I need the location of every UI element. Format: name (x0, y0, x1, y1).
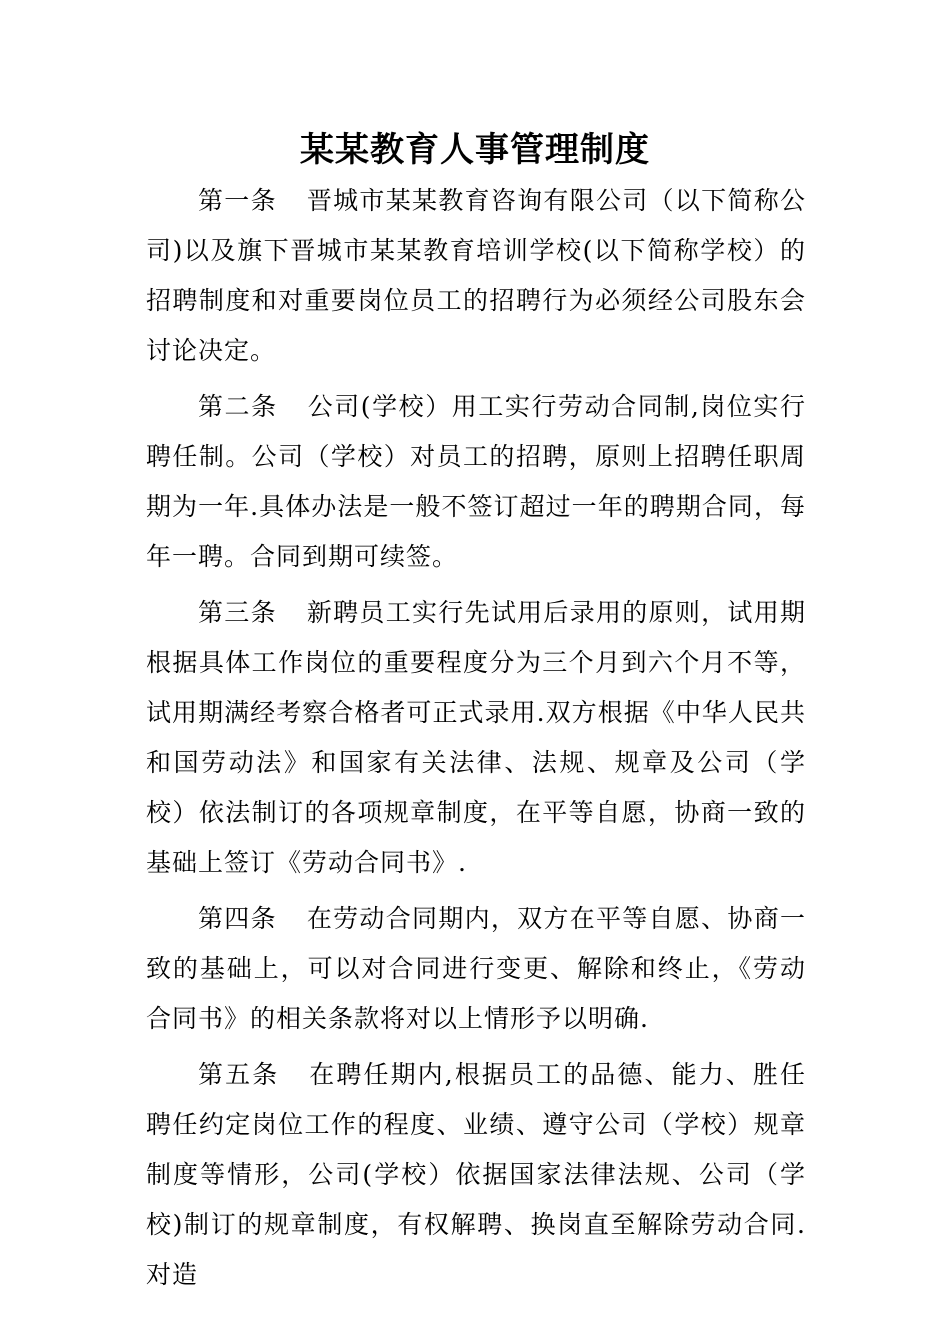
document-title: 某某教育人事管理制度 (300, 130, 650, 170)
article-number: 第五条 (198, 1060, 280, 1089)
article-5 (146, 1050, 806, 1300)
article-number: 第一条 (198, 186, 277, 215)
article-text: 公司(学校）用工实行劳动合同制,岗位实行聘任制。公司（学校）对员工的招聘，原则上招聘任职周期为一年.具体办法是一般不签订超过一年的聘期合同，每年一聘。合同到期可续签。 (146, 392, 806, 571)
article-text: 在劳动合同期内，双方在平等自愿、协商一致的基础上，可以对合同进行变更、解除和终止，《劳动合同书》的相关条款将对以上情形予以明确. (146, 904, 806, 1033)
article-2 (146, 382, 806, 582)
article-text: 新聘员工实行先试用后录用的原则，试用期根据具体工作岗位的重要程度分为三个月到六个月不等，试用期满经考察合格者可正式录用.双方根据《中华人民共和国劳动法》和国家有关法律、法规、规章及公司（学校）依法制订的各项规章制度，在平等自愿，协商一致的基础上签订《劳动合同书》. (146, 598, 806, 877)
article-text: 在聘任期内,根据员工的品德、能力、胜任聘任约定岗位工作的程度、业绩、遵守公司（学校）规章制度等情形，公司(学校）依据国家法律法规、公司（学校)制订的规章制度，有权解聘、换岗直至解除劳动合同.对造 (146, 1060, 806, 1289)
article-number: 第四条 (198, 904, 277, 933)
article-1 (146, 176, 806, 376)
article-4 (146, 894, 806, 1044)
article-3 (146, 588, 806, 888)
article-number: 第二条 (198, 392, 278, 421)
document-body (146, 176, 806, 1306)
article-text: 晋城市某某教育咨询有限公司（以下简称公司)以及旗下晋城市某某教育培训学校(以下简称学校）的招聘制度和对重要岗位员工的招聘行为必须经公司股东会讨论决定。 (146, 186, 806, 365)
article-number: 第三条 (198, 598, 277, 627)
